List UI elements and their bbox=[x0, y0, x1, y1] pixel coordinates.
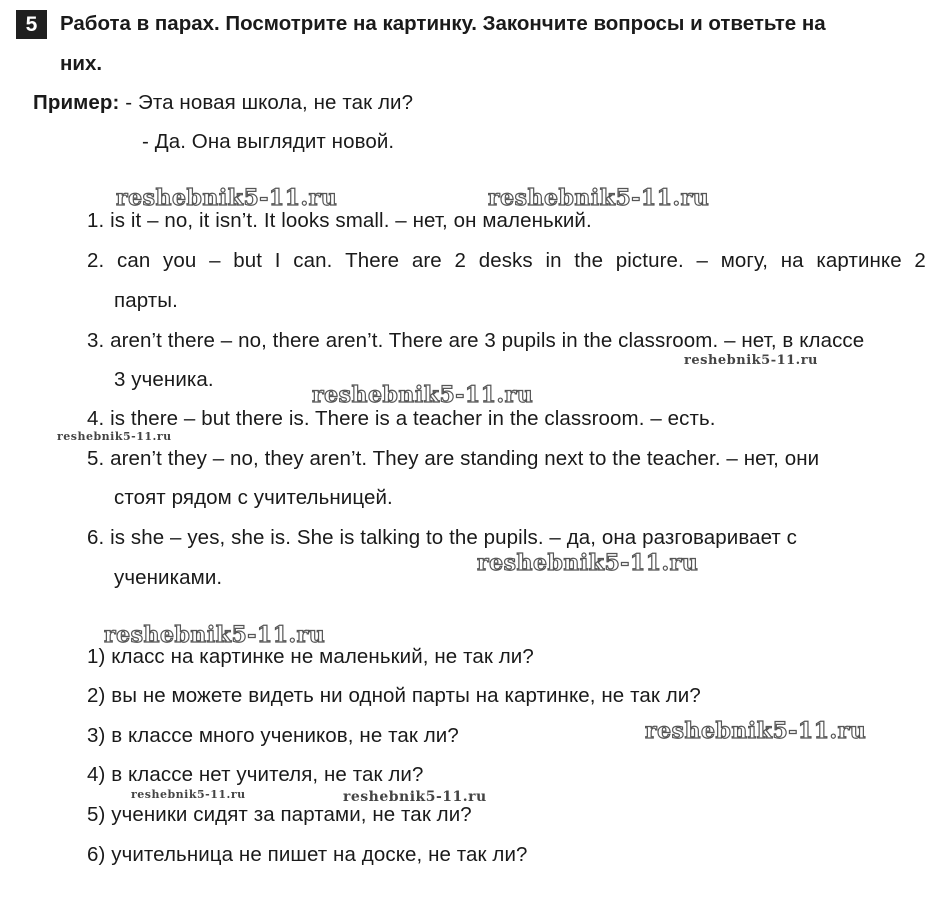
answer-3-line-2: 3 ученика. bbox=[114, 368, 214, 391]
watermark: reshebnik5-11.ru bbox=[488, 185, 710, 211]
example-answer: - Да. Она выглядит новой. bbox=[142, 130, 395, 153]
example-label: Пример: bbox=[33, 91, 120, 114]
question-5: 5) ученики сидят за партами, не так ли? bbox=[87, 803, 472, 826]
watermark: reshebnik5-11.ru bbox=[131, 788, 246, 801]
task-number-badge: 5 bbox=[16, 10, 47, 39]
task-title-line-1: Работа в парах. Посмотрите на картинку. Закончите вопросы и ответьте на bbox=[60, 12, 826, 35]
watermark: reshebnik5-11.ru bbox=[684, 353, 819, 368]
watermark: reshebnik5-11.ru bbox=[343, 789, 487, 805]
watermark: reshebnik5-11.ru bbox=[104, 622, 326, 648]
example-question-line bbox=[33, 91, 413, 115]
answer-5-line-2: стоят рядом с учительницей. bbox=[114, 486, 393, 509]
answer-2-line-2: парты. bbox=[114, 289, 178, 312]
answer-5-line-1: 5. aren’t they – no, they aren’t. They are standing next to the teacher. – нет, они bbox=[87, 447, 820, 470]
question-1: 1) класс на картинке не маленький, не так ли? bbox=[87, 645, 534, 668]
watermark: reshebnik5-11.ru bbox=[116, 185, 338, 211]
example-question: - Эта новая школа, не так ли? bbox=[119, 91, 414, 114]
watermark: reshebnik5-11.ru bbox=[477, 550, 699, 576]
question-3: 3) в классе много учеников, не так ли? bbox=[87, 724, 459, 747]
answer-6-line-2: учениками. bbox=[114, 566, 223, 589]
answer-6-line-1: 6. is she – yes, she is. She is talking to the pupils. – да, она разговаривает с bbox=[87, 526, 798, 549]
question-6: 6) учительница не пишет на доске, не так ли? bbox=[87, 843, 528, 866]
watermark: reshebnik5-11.ru bbox=[312, 382, 534, 408]
answer-4-line-1: 4. is there – but there is. There is a teacher in the classroom. – есть. bbox=[87, 407, 716, 430]
question-2: 2) вы не можете видеть ни одной парты на картинке, не так ли? bbox=[87, 684, 701, 707]
question-4: 4) в классе нет учителя, не так ли? bbox=[87, 763, 424, 786]
answer-2-line-1: 2. can you – but I can. There are 2 desks in the picture. – могу, на картинке 2 bbox=[87, 249, 926, 272]
watermark: reshebnik5-11.ru bbox=[645, 718, 867, 744]
task-title-line-2: них. bbox=[60, 52, 103, 75]
answer-3-line-1: 3. aren’t there – no, there aren’t. There are 3 pupils in the classroom. – нет, в классе bbox=[87, 329, 865, 352]
watermark: reshebnik5-11.ru bbox=[57, 430, 172, 443]
answer-1-line-1: 1. is it – no, it isn’t. It looks small. – нет, он маленький. bbox=[87, 209, 592, 232]
